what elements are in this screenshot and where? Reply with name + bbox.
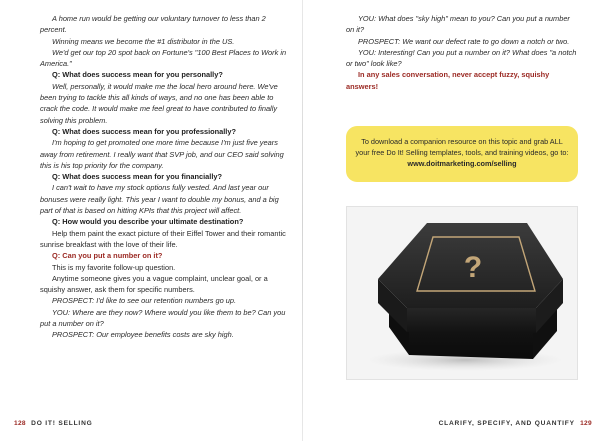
left-footer (14, 420, 93, 427)
body-paragraph: A home run would be getting our voluntary turnover to less than 2 percent. (40, 14, 266, 35)
mystery-box-illustration (347, 207, 577, 379)
dialogue-line: YOU: What does "sky high" mean to you? Can you put a number on it? (346, 14, 570, 35)
interview-question: Q: What does success mean for you financially? (52, 172, 223, 182)
left-running-head: DO IT! SELLING (31, 420, 93, 427)
right-page-number: 129 (580, 420, 592, 427)
left-page-number: 128 (14, 420, 26, 427)
dialogue-line: PROSPECT: I'd like to see our retention numbers go up. (52, 296, 237, 306)
interview-question: Q: What does success mean for you professionally? (52, 126, 236, 136)
interview-question: Q: How would you describe your ultimate destination? (52, 217, 244, 227)
emphasis-statement: In any sales conversation, never accept fuzzy, squishy answers! (346, 70, 550, 91)
right-page-body (346, 13, 578, 92)
body-paragraph: Help them paint the exact picture of their Eiffel Tower and their romantic sunrise breakfast with the love of their life. (40, 228, 286, 249)
dialogue-line: YOU: Interesting! Can you put a number on it? What does "a notch or two" look like? (346, 47, 577, 69)
left-page-body (40, 13, 290, 341)
body-paragraph: Winning means we become the #1 distributor in the US. (52, 36, 235, 46)
body-paragraph: Well, personally, it would make me the local hero around here. We've been trying to tackle this all kinds of ways, and no one has been able to crack the code. It would make me feel great to have contributed to finally solving this problem. (40, 81, 278, 125)
right-footer (439, 420, 592, 427)
interview-question: Q: Can you put a number on it? (52, 251, 163, 261)
mystery-box-image (346, 206, 578, 380)
body-paragraph: This is my favorite follow-up question. (52, 262, 176, 272)
companion-resource-link[interactable]: www.doitmarketing.com/selling (407, 159, 517, 169)
dialogue-line: PROSPECT: We want our defect rate to go down a notch or two. (358, 36, 570, 46)
right-page (303, 0, 606, 441)
body-paragraph: I can't wait to have my stock options fully vested. And last year our bonuses were really light. This year I want to double my bonus, and a big part of that is based on hitting KPIs that this project will affect. (40, 183, 279, 216)
dialogue-line: PROSPECT: Our employee benefits costs are sky high. (52, 330, 234, 340)
right-running-head: CLARIFY, SPECIFY, AND QUANTIFY (438, 420, 575, 427)
interview-question: Q: What does success mean for you personally? (52, 70, 223, 80)
dialogue-line: YOU: Where are they now? Where would you like them to be? Can you put a number on it? (40, 307, 286, 329)
companion-resource-callout (346, 126, 578, 182)
question-mark-icon: ? (463, 251, 483, 284)
body-paragraph: We'd get our top 20 spot back on Fortune's "100 Best Places to Work in America." (40, 47, 287, 69)
body-paragraph: I'm hoping to get promoted one more time because I'm just five years away from retirement. I really want that SVP job, and our CEO said solving this is his top priority for the company. (40, 138, 284, 170)
body-paragraph: Anytime someone gives you a vague complaint, unclear goal, or a squishy answer, ask them for specific numbers. (40, 273, 268, 295)
callout-text: To download a companion resource on this topic and grab ALL your free Do It! Selling templates, tools, and training videos, go to: (355, 137, 569, 158)
